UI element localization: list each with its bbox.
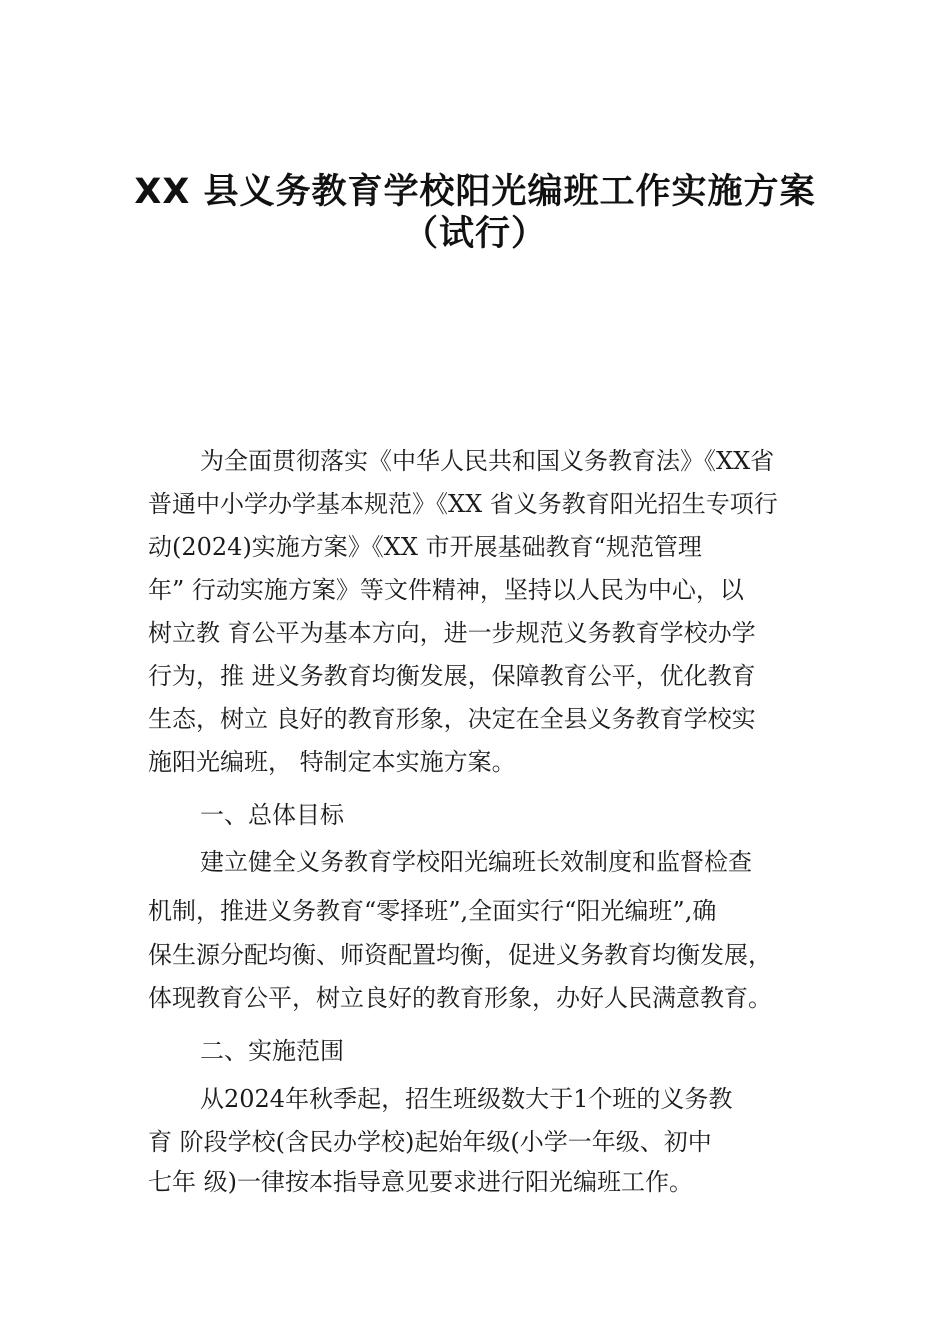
- section-heading-overall-goal: 一、总体目标: [200, 801, 344, 829]
- intro-line: 生态，树立 良好的教育形象，决定在全县义务教育学校实: [148, 705, 756, 733]
- section-heading-scope: 二、实施范围: [200, 1037, 344, 1065]
- intro-line: 为全面贯彻落实《中华人民共和国义务教育法》《XX省: [200, 447, 775, 475]
- document-title-line-2: （试行）: [402, 214, 547, 254]
- intro-line: 施阳光编班， 特制定本实施方案。: [148, 748, 516, 776]
- section1-line: 建立健全义务教育学校阳光编班长效制度和监督检查: [200, 848, 752, 876]
- section1-line: 机制，推进义务教育“零择班”,全面实行“阳光编班”,确: [148, 897, 717, 925]
- intro-line: 行为，推 进义务教育均衡发展，保障教育公平，优化教育: [148, 662, 756, 690]
- intro-line: 普通中小学办学基本规范》《XX 省义务教育阳光招生专项行: [148, 490, 778, 518]
- section2-line: 七年 级)一律按本指导意见要求进行阳光编班工作。: [148, 1168, 693, 1196]
- intro-line: 动(2024)实施方案》《XX 市开展基础教育“规范管理: [148, 533, 702, 561]
- section2-line: 从2024年秋季起，招生班级数大于1个班的义务教: [200, 1085, 733, 1113]
- intro-line: 树立教 育公平为基本方向，进一步规范义务教育学校办学: [148, 619, 756, 647]
- intro-line: 年” 行动实施方案》等文件精神，坚持以人民为中心，以: [148, 576, 744, 604]
- document-title-line-1: XX 县义务教育学校阳光编班工作实施方案: [134, 172, 816, 212]
- section2-line: 育 阶段学校(含民办学校)起始年级(小学一年级、初中: [148, 1128, 712, 1156]
- section1-line: 保生源分配均衡、师资配置均衡，促进义务教育均衡发展，: [148, 941, 772, 969]
- section1-line: 体现教育公平，树立良好的教育形象，办好人民满意教育。: [148, 984, 772, 1012]
